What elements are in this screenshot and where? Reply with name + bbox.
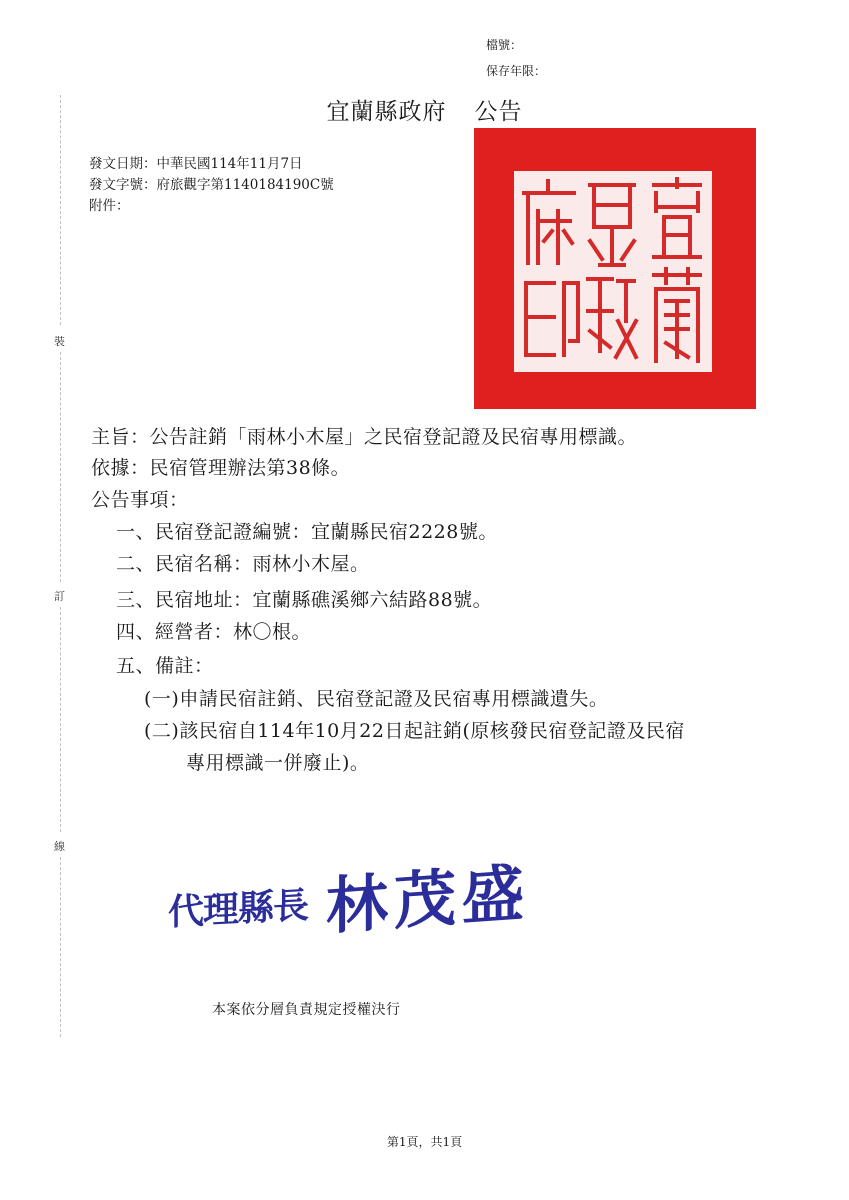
binding-mark-zhuang: 裝 [54,335,65,348]
attachment-label: 附件： [89,198,130,214]
document-title [0,93,849,126]
delegation-note: 本案依分層負責規定授權決行 [212,1002,401,1018]
signature-title: 代理縣長 [168,885,309,934]
issuing-organization: 宜蘭縣政府 [326,99,447,125]
announcement-item: 四、經營者：林〇根。 [116,621,312,643]
remark-note-continuation: 專用標識一併廢止)。 [186,752,370,774]
page-number: 第1頁，共1頁 [386,1135,463,1149]
binding-mark-xian: 線 [54,840,65,853]
basis-line: 依據：民宿管理辦法第38條。 [91,457,351,479]
document-number: 發文字號：府旅觀字第1140184190C號 [89,177,334,193]
binding-dash-line [60,607,62,832]
announcement-item: 五、備註： [116,655,214,677]
signature-name: 林茂盛 [326,855,531,944]
binding-dash-line [60,95,62,325]
file-number-label: 檔號： [486,38,523,52]
announcement-item: 三、民宿地址：宜蘭縣礁溪鄉六結路88號。 [116,589,493,611]
retention-period-field [486,63,546,79]
announcement-item: 一、民宿登記證編號：宜蘭縣民宿2228號。 [116,521,498,543]
signature-stamp [168,850,531,944]
binding-mark-ding: 訂 [54,590,65,603]
document-type: 公告 [474,99,523,125]
remark-note: (一)申請民宿註銷、民宿登記證及民宿專用標識遺失。 [144,688,609,710]
announcement-item: 二、民宿名稱：雨林小木屋。 [116,553,370,575]
binding-dash-line [60,857,62,1037]
official-seal-stamp [474,128,756,409]
announcement-items-heading: 公告事項： [91,489,189,511]
remark-note: (二)該民宿自114年10月22日起註銷(原核發民宿登記證及民宿 [144,720,685,742]
retention-period-label: 保存年限： [486,64,547,78]
issue-date: 發文日期：中華民國114年11月7日 [89,156,303,172]
seal-glyphs-image [514,171,712,372]
file-number-field [486,37,522,53]
seal-inner-field [514,171,712,372]
binding-dash-line [60,352,62,582]
subject-line: 主旨：公告註銷「雨林小木屋」之民宿登記證及民宿專用標識。 [91,426,638,448]
